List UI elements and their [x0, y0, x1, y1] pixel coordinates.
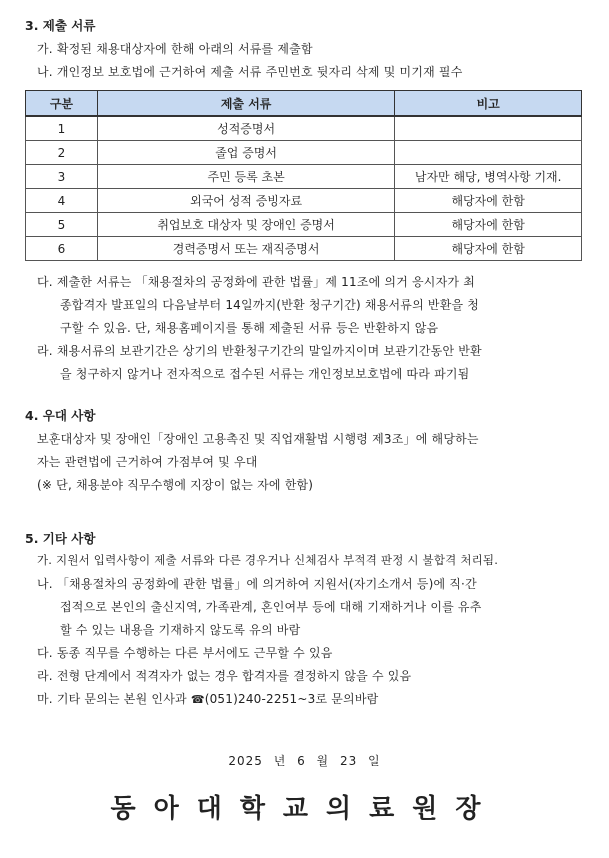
row-number: 3	[26, 165, 98, 189]
row-document: 주민 등록 초본	[97, 165, 394, 189]
section-4-line-2: 자는 관련법에 근거하여 가점부여 및 우대	[37, 455, 258, 469]
row-note: 해당자에 한함	[395, 237, 582, 261]
table-row	[26, 141, 582, 165]
section-5-line-da: 다. 동종 직무를 수행하는 다른 부서에도 근무할 수 있음	[37, 646, 333, 660]
section-5-line-na-3: 할 수 있는 내용을 기재하지 않도록 유의 바람	[60, 623, 301, 637]
section-3-heading: 3. 제출 서류	[25, 18, 96, 33]
note-ra-line-2: 을 청구하지 않거나 전자적으로 접수된 서류는 개인정보보호법에 따라 파기됨	[60, 367, 470, 381]
section-5-line-ra: 라. 전형 단계에서 적격자가 없는 경우 합격자를 결정하지 않을 수 있음	[37, 669, 412, 683]
row-number: 5	[26, 213, 98, 237]
note-ra-line-1: 라. 채용서류의 보관기간은 상기의 반환청구기간의 말일까지이며 보관기간동안 반환	[37, 344, 482, 358]
section-4-line-3: (※ 단, 채용분야 직무수행에 지장이 없는 자에 한함)	[37, 478, 314, 492]
note-da-line-1: 다. 제출한 서류는 「채용절차의 공정화에 관한 법률」제 11조에 의거 응시자가 최	[37, 275, 475, 289]
section-5-line-ma	[37, 690, 378, 707]
row-note	[395, 141, 582, 165]
row-document: 외국어 성적 증빙자료	[97, 189, 394, 213]
section-5-line-na-2: 접적으로 본인의 출신지역, 가족관계, 혼인여부 등에 대해 기재하거나 이를 유추	[60, 600, 482, 614]
row-note	[395, 116, 582, 141]
header-note: 비고	[395, 91, 582, 117]
section-5-line-na-1: 나. 「채용절차의 공정화에 관한 법률」에 의거하여 지원서(자기소개서 등)에 직·간	[37, 577, 477, 591]
table-row	[26, 237, 582, 261]
issuer-signature: 동아대학교의료원장	[110, 794, 499, 824]
section-3-intro-b: 나. 개인정보 보호법에 근거하여 제출 서류 주민번호 뒷자리 삭제 및 미기재 필수	[37, 65, 463, 79]
phone-icon: ☎	[190, 693, 205, 706]
note-da-line-3: 구할 수 있음. 단, 채용홈페이지를 통해 제출된 서류 등은 반환하지 않음	[60, 321, 439, 335]
contact-prefix: 마. 기타 문의는 본원 인사과	[37, 692, 191, 706]
row-document: 졸업 증명서	[97, 141, 394, 165]
contact-number: (051)240-2251~3로 문의바람	[204, 692, 379, 706]
row-document: 취업보호 대상자 및 장애인 증명서	[97, 213, 394, 237]
section-5-line-ga: 가. 지원서 입력사항이 제출 서류와 다른 경우거나 신체검사 부적격 판정 시 불합격 처리됨.	[37, 553, 499, 567]
row-number: 2	[26, 141, 98, 165]
table-row	[26, 165, 582, 189]
row-note: 해당자에 한함	[395, 189, 582, 213]
table-row	[26, 189, 582, 213]
section-3-intro-a: 가. 확정된 채용대상자에 한해 아래의 서류를 제출함	[37, 42, 313, 56]
section-4-line-1: 보훈대상자 및 장애인「장애인 고용촉진 및 직업재활법 시행령 제3조」에 해당하는	[37, 432, 479, 446]
table-row	[26, 213, 582, 237]
row-number: 1	[26, 116, 98, 141]
row-document: 경력증명서 또는 재직증명서	[97, 237, 394, 261]
note-da-line-2: 종합격자 발표일의 다음날부터 14일까지(반환 청구기간) 채용서류의 반환을 청	[60, 298, 480, 312]
row-document: 성적증명서	[97, 116, 394, 141]
section-5-heading: 5. 기타 사항	[25, 531, 96, 546]
header-document: 제출 서류	[97, 91, 394, 117]
header-category: 구분	[26, 91, 98, 117]
row-note: 해당자에 한함	[395, 213, 582, 237]
row-number: 6	[26, 237, 98, 261]
documents-table	[25, 90, 582, 261]
row-number: 4	[26, 189, 98, 213]
row-note: 남자만 해당, 병역사항 기재.	[395, 165, 582, 189]
table-header-row	[26, 91, 582, 117]
section-4-heading: 4. 우대 사항	[25, 408, 96, 423]
table-row	[26, 116, 582, 141]
issue-date: 2025 년 6 월 23 일	[228, 754, 381, 768]
